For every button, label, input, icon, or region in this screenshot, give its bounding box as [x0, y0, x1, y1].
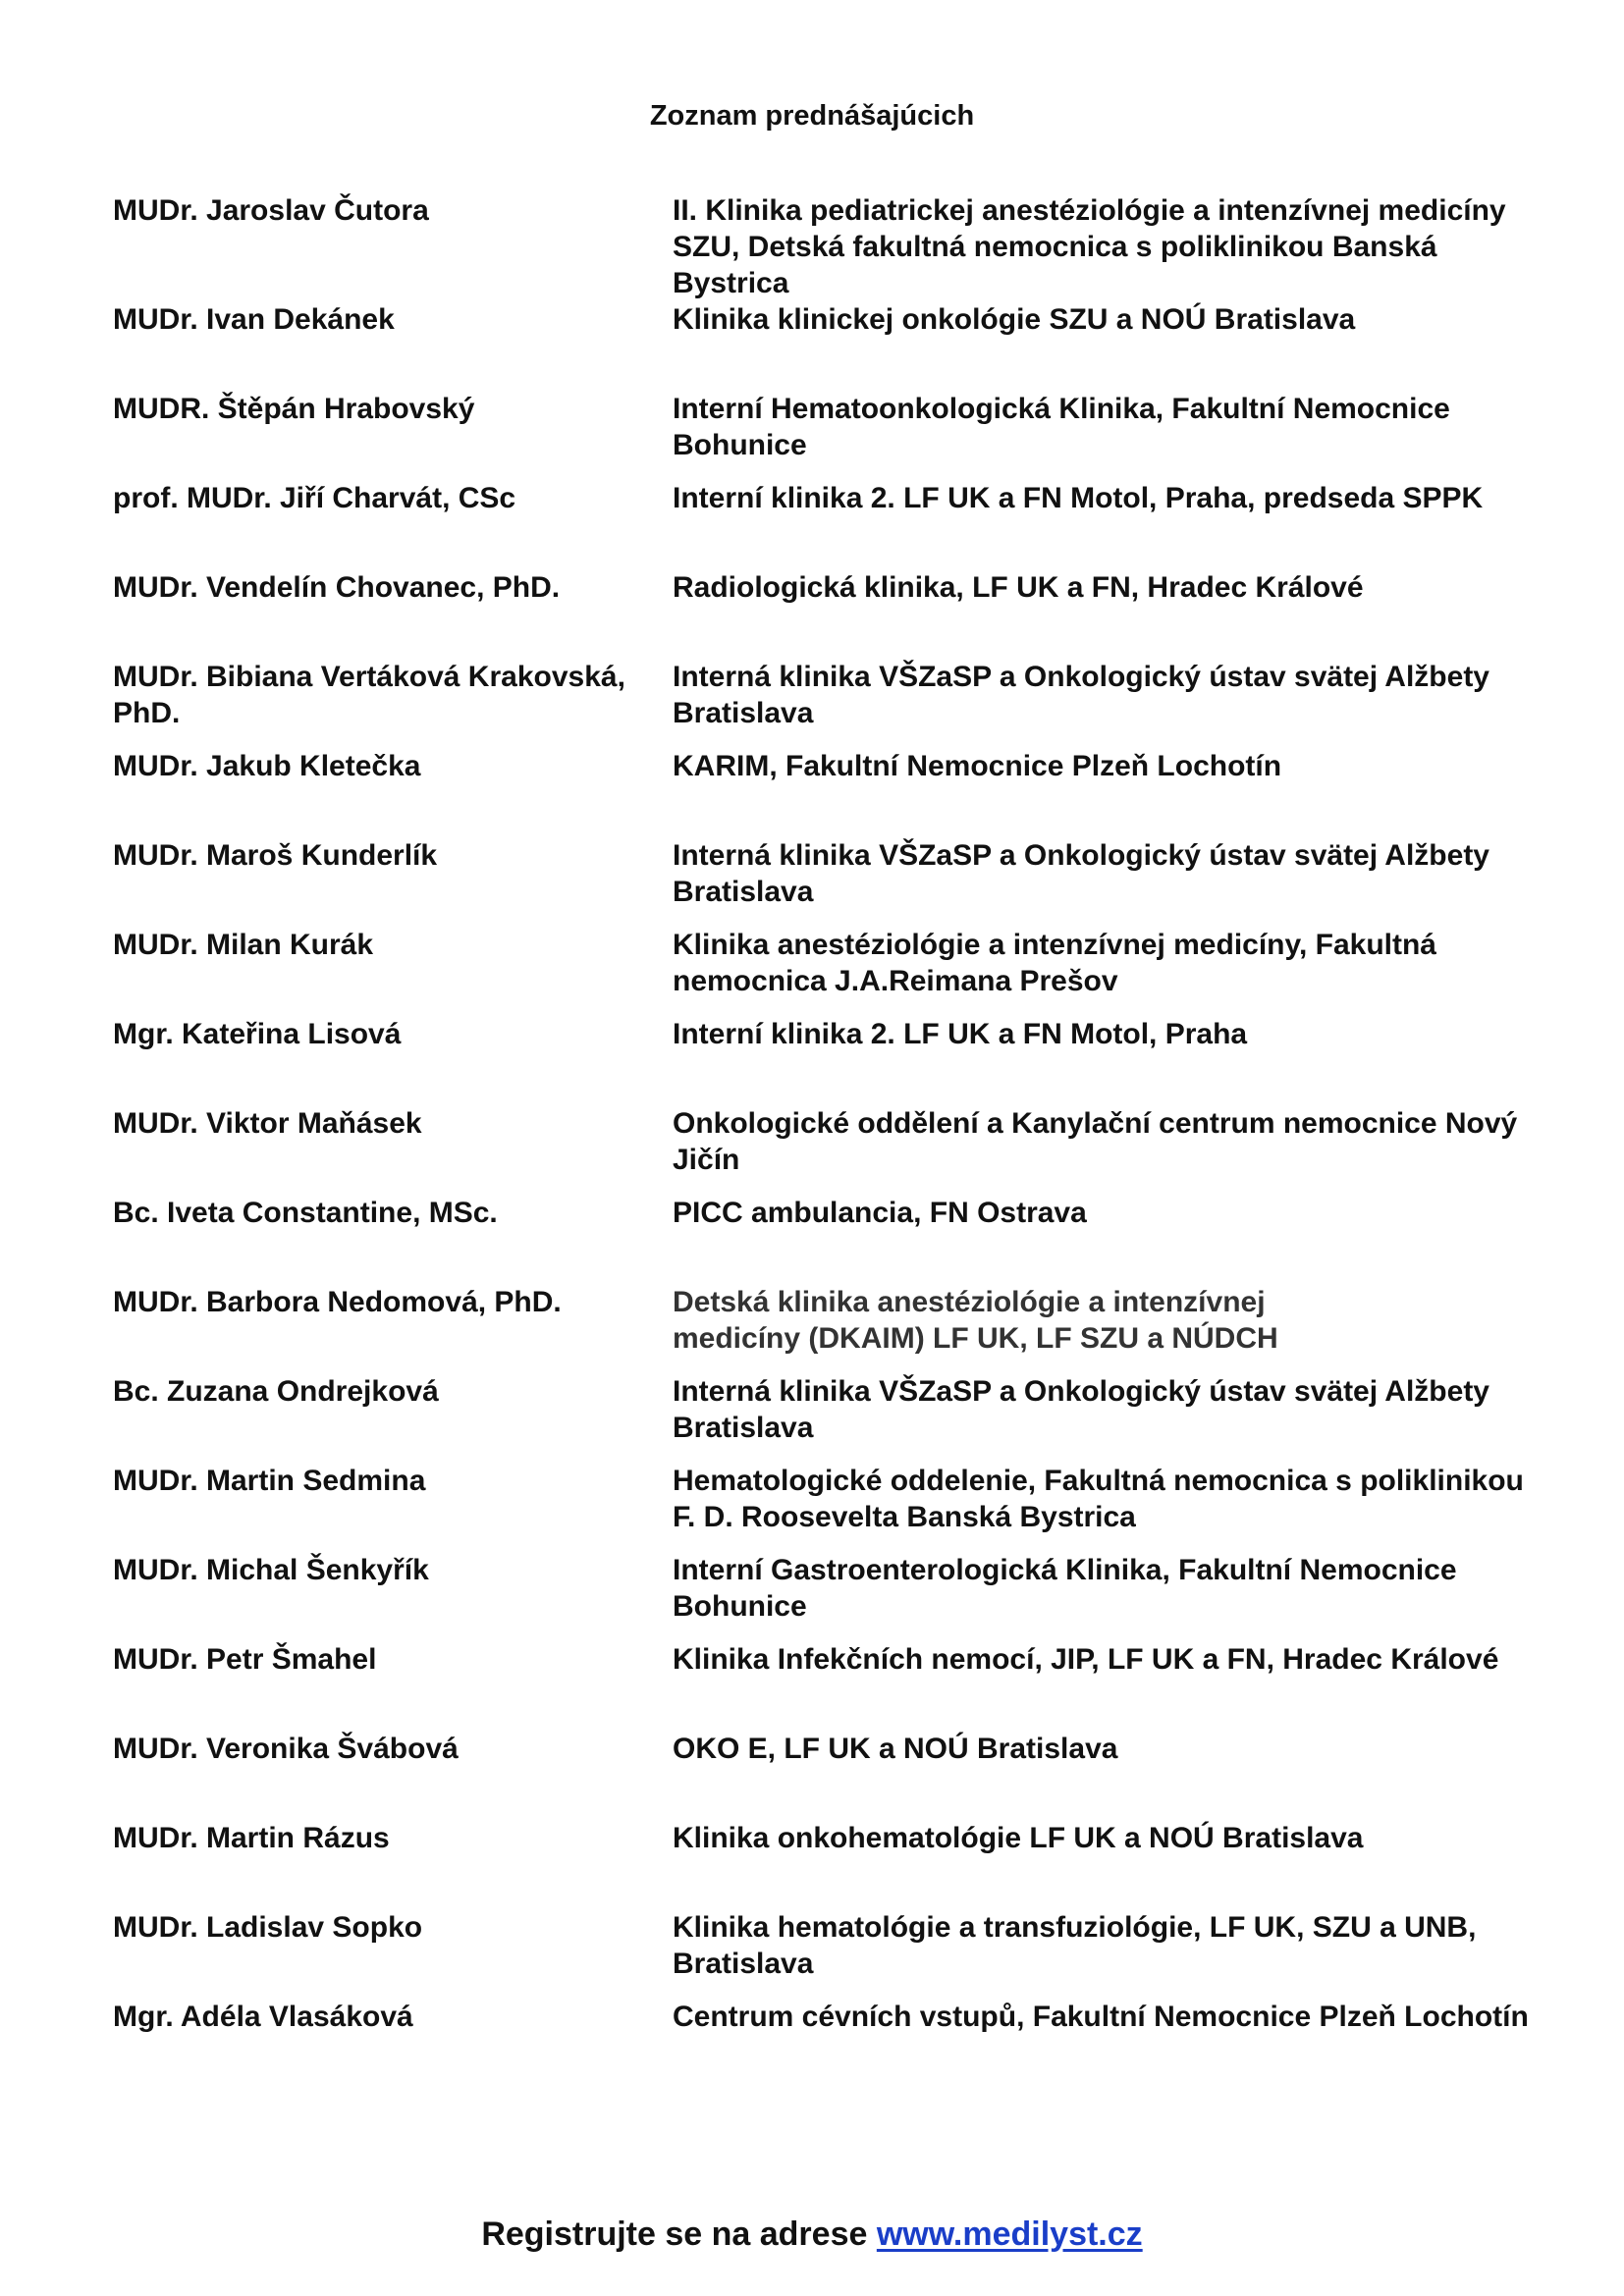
- speaker-affiliation: Klinika onkohematológie LF UK a NOÚ Bratislava: [673, 1822, 1364, 1854]
- speaker-affiliation: PICC ambulancia, FN Ostrava: [673, 1197, 1087, 1229]
- speaker-row: [113, 1105, 1566, 1195]
- speaker-row: [113, 659, 1566, 748]
- speaker-affiliation: Hematologické oddelenie, Fakultná nemocnica s poliklinikou F. D. Roosevelta Banská Bystrica: [673, 1465, 1524, 1533]
- speaker-row: [113, 1284, 1566, 1373]
- speaker-name: MUDr. Vendelín Chovanec, PhD.: [113, 571, 561, 604]
- footer-text: Registrujte se na adrese: [481, 2216, 877, 2253]
- speaker-row: [113, 569, 1566, 659]
- speaker-affiliation: Interní Hematoonkologická Klinika, Fakultní Nemocnice Bohunice: [673, 393, 1450, 461]
- speaker-affiliation: Interná klinika VŠZaSP a Onkologický ústav svätej Alžbety Bratislava: [673, 839, 1489, 908]
- page-title: Zoznam prednášajúcich: [649, 100, 975, 132]
- speaker-name: MUDr. Bibiana Vertáková Krakovská, PhD.: [113, 661, 625, 729]
- speaker-row: [113, 837, 1566, 927]
- speaker-row: [113, 192, 1566, 301]
- speaker-name: MUDr. Petr Šmahel: [113, 1643, 377, 1676]
- registration-footer: [0, 2214, 1624, 2255]
- speaker-name: MUDr. Ladislav Sopko: [113, 1911, 423, 1944]
- speaker-affiliation: Interná klinika VŠZaSP a Onkologický ústav svätej Alžbety Bratislava: [673, 661, 1489, 729]
- speaker-affiliation: Klinika klinickej onkológie SZU a NOÚ Bratislava: [673, 303, 1356, 336]
- speaker-row: [113, 1999, 1566, 2088]
- speaker-name: MUDr. Viktor Maňásek: [113, 1107, 422, 1140]
- speaker-name: Mgr. Kateřina Lisová: [113, 1018, 402, 1050]
- speaker-affiliation: Klinika anestéziológie a intenzívnej medicíny, Fakultná nemocnica J.A.Reimana Prešov: [673, 929, 1436, 997]
- speaker-affiliation: Interná klinika VŠZaSP a Onkologický ústav svätej Alžbety Bratislava: [673, 1375, 1489, 1444]
- speaker-row: [113, 1731, 1566, 1820]
- speaker-name: Bc. Zuzana Ondrejková: [113, 1375, 439, 1408]
- speaker-affiliation: Klinika Infekčních nemocí, JIP, LF UK a FN, Hradec Králové: [673, 1643, 1499, 1676]
- speaker-row: [113, 1641, 1566, 1731]
- speaker-name: MUDr. Martin Rázus: [113, 1822, 390, 1854]
- speaker-affiliation: Onkologické oddělení a Kanylační centrum nemocnice Nový Jičín: [673, 1107, 1518, 1176]
- speaker-row: [113, 391, 1566, 480]
- speaker-name: Bc. Iveta Constantine, MSc.: [113, 1197, 498, 1229]
- speaker-row: [113, 927, 1566, 1016]
- speaker-affiliation: Radiologická klinika, LF UK a FN, Hradec Králové: [673, 571, 1364, 604]
- speaker-affiliation: Detská klinika anestéziológie a intenzívnej medicíny (DKAIM) LF UK, LF SZU a NÚDCH: [673, 1286, 1278, 1355]
- speaker-affiliation: Interní klinika 2. LF UK a FN Motol, Praha: [673, 1018, 1248, 1050]
- speaker-row: [113, 1373, 1566, 1463]
- speaker-name: MUDr. Michal Šenkyřík: [113, 1554, 429, 1586]
- speaker-affiliation: II. Klinika pediatrickej anestéziológie a intenzívnej medicíny SZU, Detská fakultná nemocnica s poliklinikou Banská Bystrica: [673, 194, 1506, 299]
- speaker-name: MUDR. Štěpán Hrabovský: [113, 393, 475, 425]
- speaker-name: MUDr. Veronika Švábová: [113, 1733, 459, 1765]
- speaker-name: MUDr. Martin Sedmina: [113, 1465, 426, 1497]
- speaker-row: [113, 1463, 1566, 1552]
- speaker-affiliation: Centrum cévních vstupů, Fakultní Nemocnice Plzeň Lochotín: [673, 2001, 1529, 2033]
- speaker-name: MUDr. Jaroslav Čutora: [113, 194, 429, 227]
- speaker-row: [113, 1552, 1566, 1641]
- speaker-affiliation: Klinika hematológie a transfuziológie, LF UK, SZU a UNB, Bratislava: [673, 1911, 1477, 1980]
- speaker-row: [113, 480, 1566, 569]
- speaker-list: [113, 192, 1566, 2088]
- website-link[interactable]: www.medilyst.cz: [876, 2216, 1143, 2253]
- speaker-name: MUDr. Maroš Kunderlík: [113, 839, 438, 872]
- speaker-name: prof. MUDr. Jiří Charvát, CSc: [113, 482, 516, 514]
- speaker-name: Mgr. Adéla Vlasáková: [113, 2001, 413, 2033]
- speaker-row: [113, 1909, 1566, 1999]
- speaker-name: MUDr. Jakub Kletečka: [113, 750, 421, 782]
- speaker-row: [113, 1016, 1566, 1105]
- speaker-row: [113, 748, 1566, 837]
- speaker-affiliation: OKO E, LF UK a NOÚ Bratislava: [673, 1733, 1118, 1765]
- speaker-row: [113, 1195, 1566, 1284]
- speaker-name: MUDr. Ivan Dekánek: [113, 303, 395, 336]
- speaker-affiliation: Interní klinika 2. LF UK a FN Motol, Praha, predseda SPPK: [673, 482, 1484, 514]
- speaker-name: MUDr. Barbora Nedomová, PhD.: [113, 1286, 562, 1318]
- speaker-affiliation: KARIM, Fakultní Nemocnice Plzeň Lochotín: [673, 750, 1282, 782]
- speaker-row: [113, 301, 1566, 391]
- speaker-name: MUDr. Milan Kurák: [113, 929, 374, 961]
- speaker-affiliation: Interní Gastroenterologická Klinika, Fakultní Nemocnice Bohunice: [673, 1554, 1457, 1623]
- speaker-row: [113, 1820, 1566, 1909]
